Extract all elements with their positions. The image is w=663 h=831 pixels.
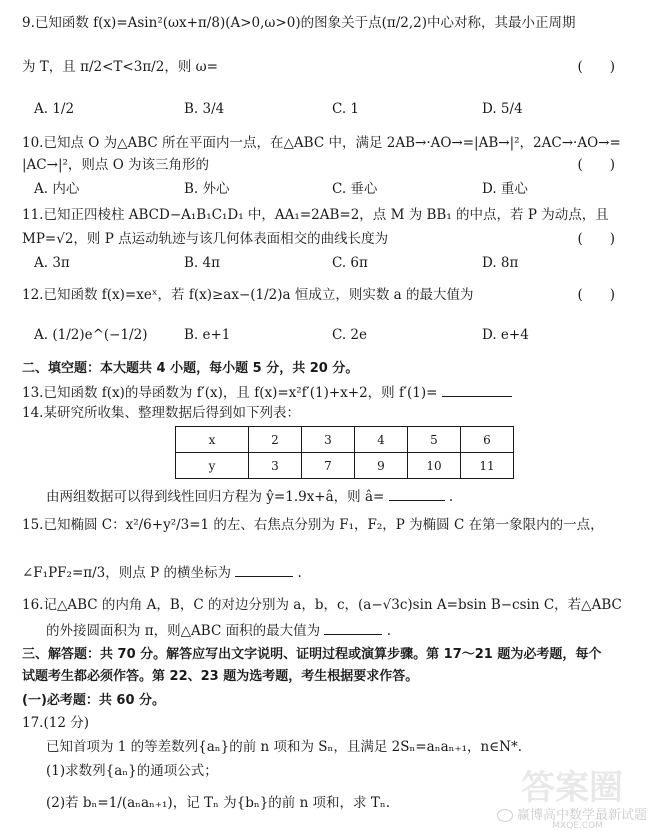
q15-end: . bbox=[297, 565, 302, 581]
q17-line2: (1)求数列{aₙ}的通项公式； bbox=[46, 763, 218, 779]
q10-answer-paren: ( ) bbox=[577, 157, 615, 173]
table-cell: 6 bbox=[461, 427, 514, 453]
q11-option-d: D. 8π bbox=[482, 255, 519, 271]
q16-answer-blank[interactable] bbox=[324, 620, 382, 635]
q13-answer-blank[interactable] bbox=[442, 382, 512, 397]
q9-answer-paren: ( ) bbox=[577, 59, 615, 75]
q11-line1: 11.已知正四棱柱 ABCD−A₁B₁C₁D₁ 中，AA₁=2AB=2，点 M 为 BB₁ 的中点，若 P 为动点，且 bbox=[22, 207, 609, 223]
q11-answer-paren: ( ) bbox=[577, 231, 615, 247]
table-cell: 11 bbox=[461, 453, 514, 479]
table-cell: 9 bbox=[355, 453, 408, 479]
table-cell: 7 bbox=[302, 453, 355, 479]
q12-options bbox=[22, 326, 641, 344]
q17-line1: 已知首项为 1 的等差数列{aₙ}的前 n 项和为 Sₙ，且满足 2Sₙ=aₙaₙ₊₁，n∈N*. bbox=[46, 739, 523, 755]
q14-line2-text: 由两组数据可以得到线性回归方程为 ŷ=1.9x+â，则 â= bbox=[46, 489, 385, 505]
q15-line2-text: ∠F₁PF₂=π/3，则点 P 的横坐标为 bbox=[22, 565, 231, 581]
q12-option-a: A. (1/2)e^(−1/2) bbox=[34, 327, 148, 343]
table-header-y: y bbox=[176, 453, 249, 479]
q17-title: 17.(12 分) bbox=[22, 715, 89, 731]
q10-options bbox=[22, 180, 641, 198]
q11-option-b: B. 4π bbox=[184, 255, 220, 271]
q15-line2 bbox=[22, 562, 641, 582]
q9-options bbox=[22, 100, 641, 118]
q14-line2 bbox=[46, 486, 641, 506]
q9-option-c: C. 1 bbox=[332, 101, 360, 117]
q13-text: 13.已知函数 f(x)的导函数为 f′(x)，且 f(x)=x²f′(1)+x+2，则 f′(1)= bbox=[22, 385, 438, 401]
q9-option-d: D. 5/4 bbox=[482, 101, 523, 117]
q16-line2 bbox=[46, 620, 641, 640]
watermark-url: MXQE.COM bbox=[552, 821, 603, 831]
table-cell: 3 bbox=[302, 427, 355, 453]
q9-line2 bbox=[22, 58, 641, 76]
table-row bbox=[176, 427, 514, 453]
q9-option-a: A. 1/2 bbox=[34, 101, 75, 117]
q13-line bbox=[22, 382, 641, 402]
q10-option-c: C. 垂心 bbox=[332, 181, 378, 197]
table-cell: 10 bbox=[408, 453, 461, 479]
q12-option-c: C. 2e bbox=[332, 327, 368, 343]
q10-option-d: D. 重心 bbox=[482, 181, 528, 197]
table-cell: 4 bbox=[355, 427, 408, 453]
q11-line2-text: MP=√2，则 P 点运动轨迹与该几何体表面相交的曲线长度为 bbox=[22, 231, 389, 247]
table-header-x: x bbox=[176, 427, 249, 453]
q11-option-a: A. 3π bbox=[34, 255, 70, 271]
q15-answer-blank[interactable] bbox=[235, 562, 293, 577]
q12-option-b: B. e+1 bbox=[184, 327, 231, 343]
q14-data-table bbox=[175, 426, 514, 479]
q14-end: . bbox=[448, 489, 454, 505]
q10-option-b: B. 外心 bbox=[184, 181, 230, 197]
q11-option-c: C. 6π bbox=[332, 255, 368, 271]
q9-line2-text: 为 T，且 π/2<T<3π/2，则 ω= bbox=[22, 59, 218, 75]
q9-line1: 9.已知函数 f(x)=Asin²(ωx+π/8)(A>0,ω>0)的图象关于点(π/2,2)中心对称，其最小正周期 bbox=[22, 15, 576, 31]
q14-answer-blank[interactable] bbox=[389, 486, 445, 501]
q17-line3: (2)若 bₙ=1/(aₙaₙ₊₁)，记 Tₙ 为{bₙ}的前 n 项和，求 Tₙ. bbox=[46, 795, 390, 811]
section3-line2: 试题考生都必须作答。第 22、23 题为选考题，考生根据要求作答。 bbox=[22, 669, 419, 684]
q12-line1-text: 12.已知函数 f(x)=xeˣ，若 f(x)≥ax−(1/2)a 恒成立，则实数 a 的最大值为 bbox=[22, 287, 474, 303]
q12-line1 bbox=[22, 286, 641, 304]
table-row bbox=[176, 453, 514, 479]
watermark-text: 赢博高中数学最新试题 bbox=[516, 808, 647, 823]
table-cell: 2 bbox=[249, 427, 302, 453]
section2-heading: 二、填空题：本大题共 4 小题，每小题 5 分，共 20 分。 bbox=[22, 361, 359, 376]
q10-line1: 10.已知点 O 为△ABC 所在平面内一点，在△ABC 中，满足 2AB→·AO→=|AB→|²，2AC→·AO→= bbox=[22, 135, 621, 151]
q11-line2 bbox=[22, 230, 641, 248]
table-cell: 3 bbox=[249, 453, 302, 479]
watermark-logo: 答案圈 bbox=[521, 768, 623, 808]
q16-end: . bbox=[386, 623, 391, 639]
part1-heading: (一)必考题：共 60 分。 bbox=[22, 693, 166, 708]
wechat-icon bbox=[497, 809, 513, 822]
q12-option-d: D. e+4 bbox=[482, 327, 529, 343]
q15-line1: 15.已知椭圆 C：x²/6+y²/3=1 的左、右焦点分别为 F₁，F₂，P 为椭圆 C 在第一象限内的一点， bbox=[22, 517, 604, 533]
q9-option-b: B. 3/4 bbox=[184, 101, 225, 117]
q16-line2-text: 的外接圆面积为 π，则△ABC 面积的最大值为 bbox=[46, 623, 321, 639]
table-cell: 5 bbox=[408, 427, 461, 453]
q10-option-a: A. 内心 bbox=[34, 181, 80, 197]
q14-intro: 14.某研究所收集、整理数据后得到如下列表： bbox=[22, 405, 300, 421]
q11-options bbox=[22, 254, 641, 272]
q10-line2 bbox=[22, 156, 641, 174]
q12-answer-paren: ( ) bbox=[577, 287, 615, 303]
section3-line1: 三、解答题：共 70 分。解答应写出文字说明、证明过程或演算步骤。第 17～21 题为必考题，每个 bbox=[22, 647, 602, 662]
q16-line1: 16.记△ABC 的内角 A，B，C 的对边分别为 a，b，c，(a−√3c)sin A=bsin B−csin C，若△ABC bbox=[22, 597, 622, 613]
q10-line2-text: |AC→|²，则点 O 为该三角形的 bbox=[22, 157, 210, 173]
